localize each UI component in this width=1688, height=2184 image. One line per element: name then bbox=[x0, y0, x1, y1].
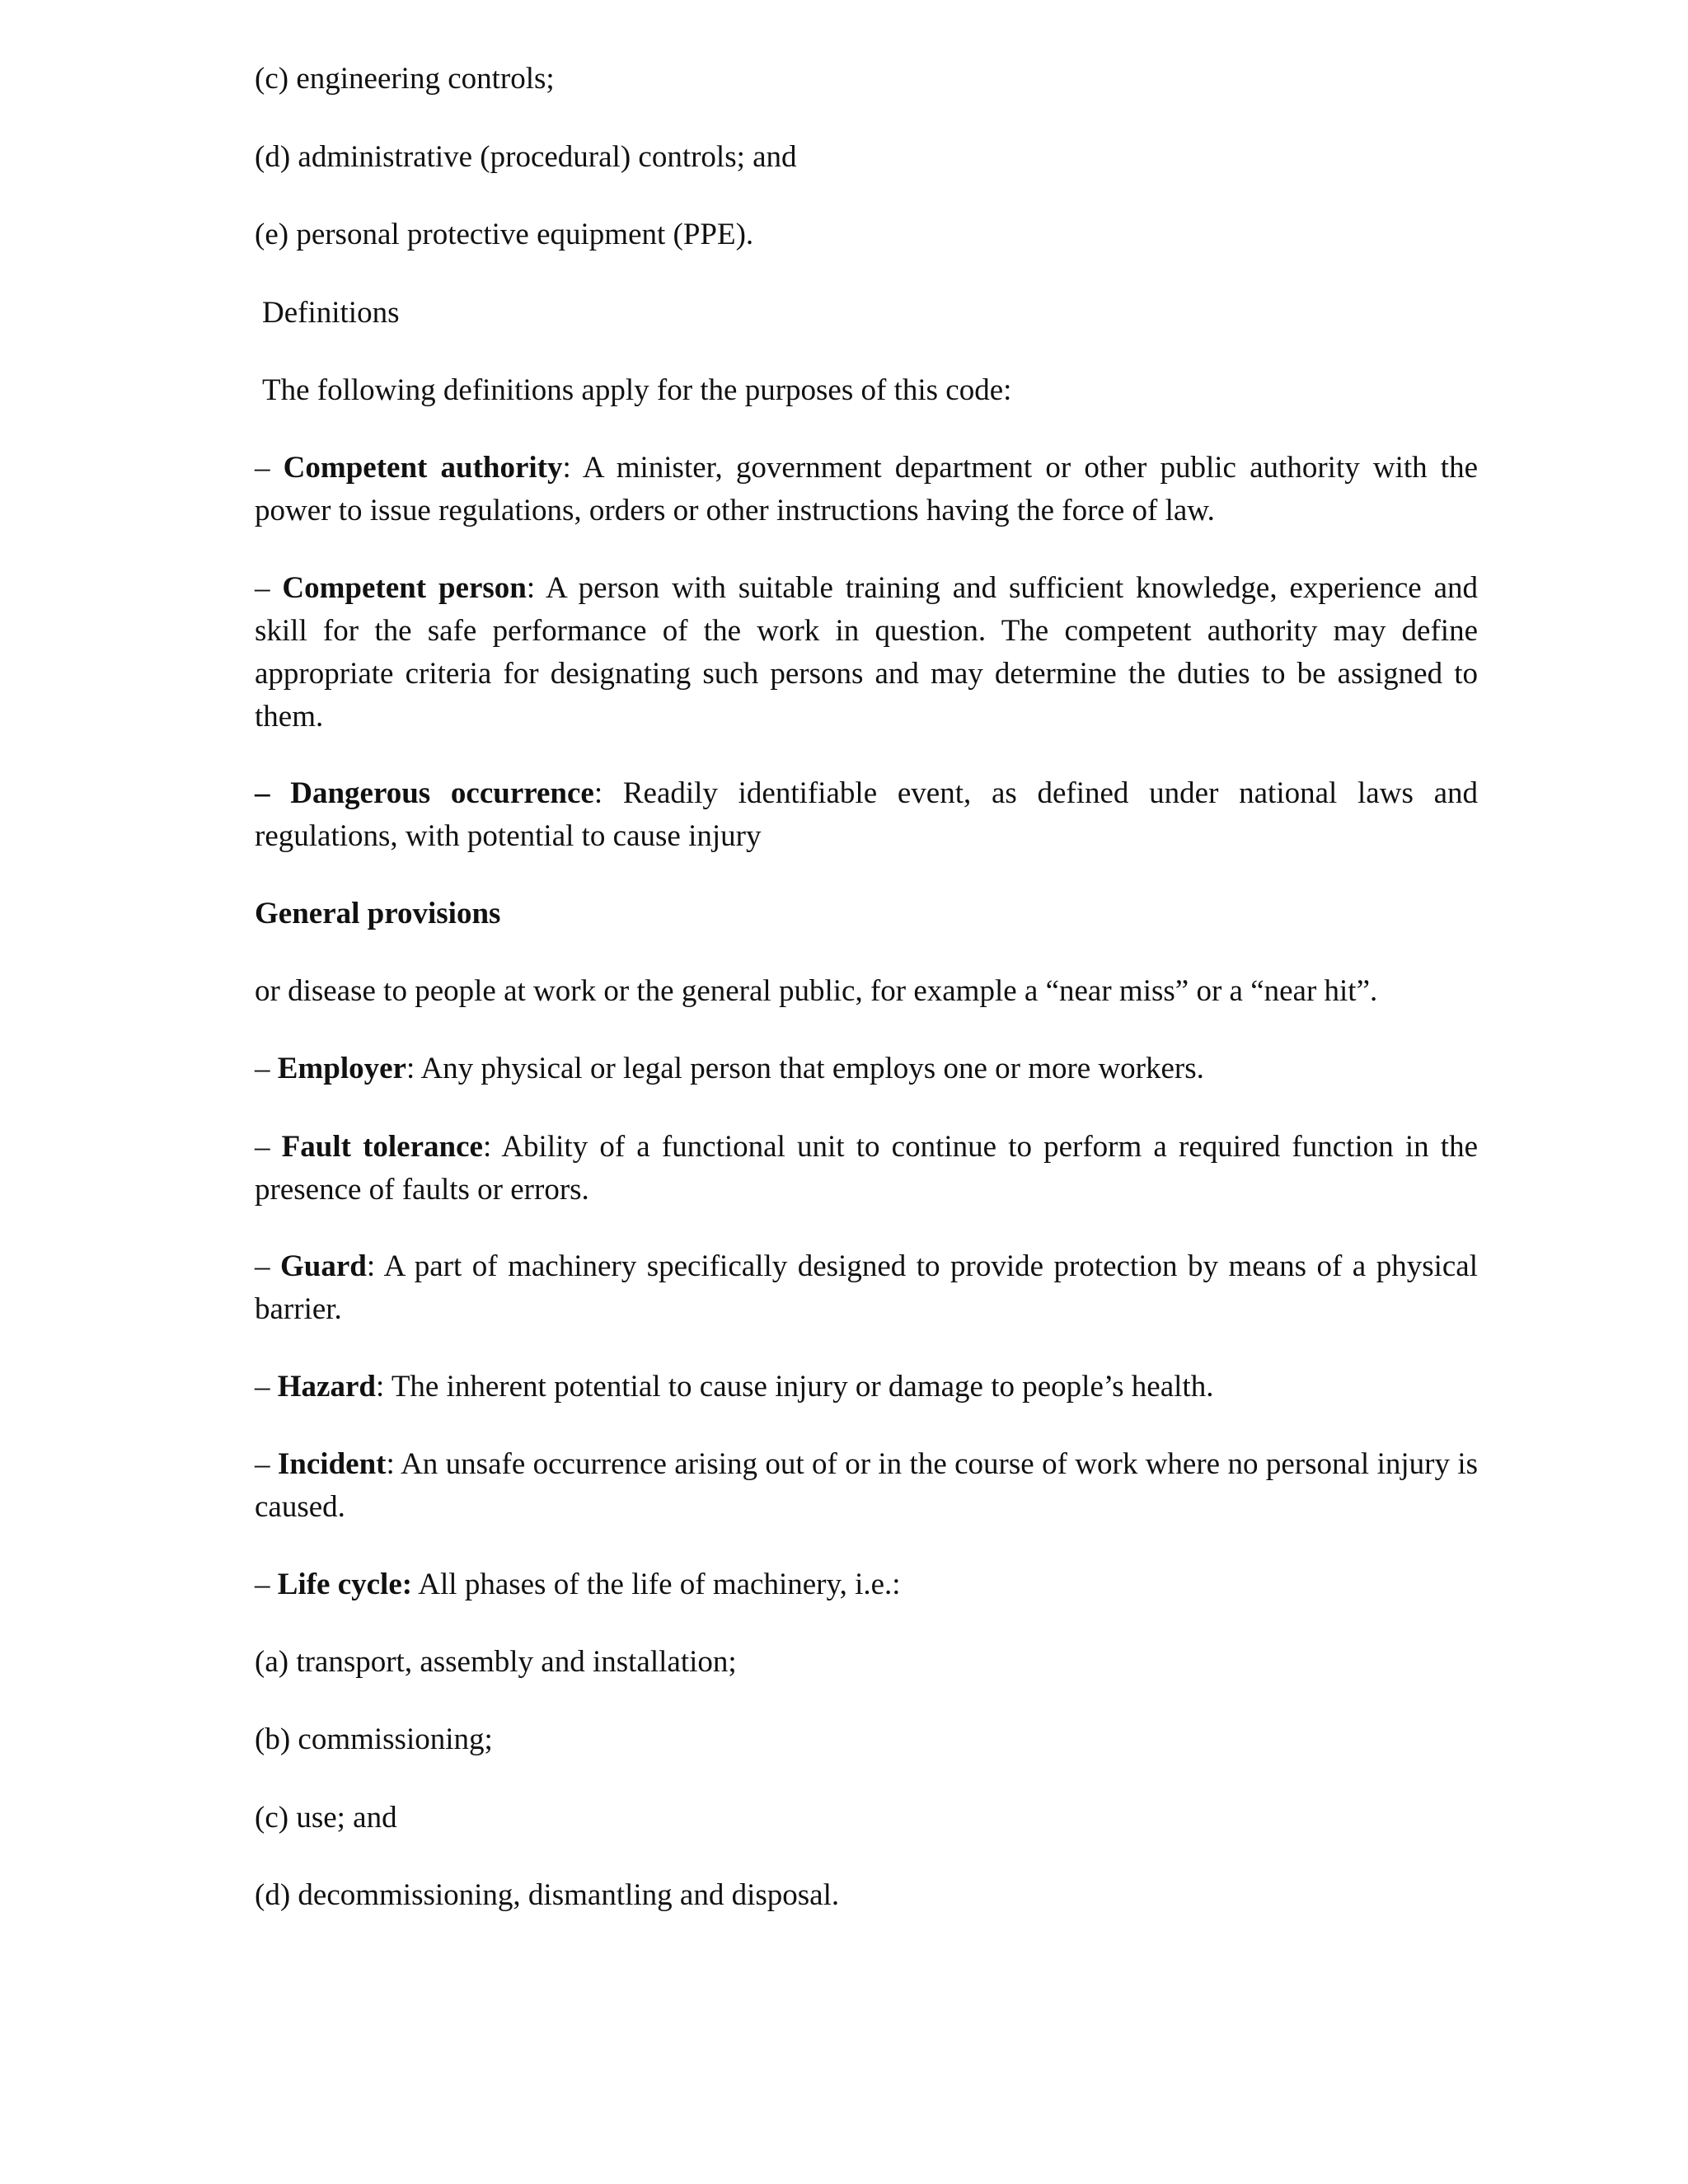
definition-term: Competent person bbox=[282, 571, 527, 605]
definition-hazard bbox=[255, 1366, 1478, 1408]
list-item-ppe: (e) personal protective equipment (PPE). bbox=[255, 218, 754, 251]
definition-dash: – bbox=[255, 1130, 282, 1164]
list-item-engineering-controls: (c) engineering controls; bbox=[255, 62, 555, 96]
definition-text: : An unsafe occurrence arising out of or in the course of work where no personal injury is caused. bbox=[255, 1447, 1479, 1524]
dangerous-occurrence-continued: or disease to people at work or the general public, for example a “near miss” or a “near hit”. bbox=[255, 974, 1378, 1008]
definition-term: Fault tolerance bbox=[281, 1130, 483, 1164]
life-cycle-item-commissioning: (b) commissioning; bbox=[255, 1722, 493, 1756]
definition-dash: – bbox=[255, 1568, 278, 1601]
definitions-heading: Definitions bbox=[262, 296, 400, 330]
definition-guard bbox=[255, 1245, 1478, 1331]
definition-term: Employer bbox=[277, 1052, 406, 1085]
life-cycle-item-transport: (a) transport, assembly and installation; bbox=[255, 1645, 737, 1679]
definition-term: Hazard bbox=[277, 1370, 376, 1404]
definition-incident bbox=[255, 1443, 1478, 1529]
definition-term: Guard bbox=[280, 1249, 367, 1283]
definition-term: Life cycle: bbox=[277, 1568, 413, 1601]
definition-dash: – bbox=[255, 571, 283, 605]
definition-text: All phases of the life of machinery, i.e.: bbox=[412, 1568, 901, 1601]
definition-text: : Readily identifiable event, as defined under national laws and regulations, with potential to cause injury bbox=[255, 776, 1478, 853]
definition-text: : A part of machinery specifically designed to provide protection by means of a physical barrier. bbox=[255, 1249, 1479, 1326]
definition-dash: – bbox=[255, 1370, 278, 1404]
definition-competent-person bbox=[255, 567, 1478, 738]
definition-term: Incident bbox=[277, 1447, 387, 1481]
definition-employer bbox=[255, 1047, 1478, 1090]
definition-dash: – bbox=[255, 1447, 278, 1481]
definition-text: : Any physical or legal person that employs one or more workers. bbox=[406, 1052, 1204, 1085]
general-provisions-heading: General provisions bbox=[255, 897, 501, 930]
definition-dash: – bbox=[255, 1052, 278, 1085]
definition-term: – Dangerous occurrence bbox=[255, 776, 594, 810]
definition-dash: – bbox=[255, 451, 284, 485]
list-item-administrative-controls: (d) administrative (procedural) controls; and bbox=[255, 140, 797, 174]
definition-fault-tolerance bbox=[255, 1126, 1478, 1212]
definitions-intro: The following definitions apply for the purposes of this code: bbox=[262, 373, 1012, 407]
definition-text: : Ability of a functional unit to continue to perform a required function in the presence of faults or errors. bbox=[255, 1130, 1478, 1207]
definition-term: Competent authority bbox=[283, 451, 563, 485]
life-cycle-item-use: (c) use; and bbox=[255, 1801, 397, 1835]
definition-competent-authority bbox=[255, 447, 1478, 532]
definition-life-cycle bbox=[255, 1563, 1478, 1606]
life-cycle-item-decommissioning: (d) decommissioning, dismantling and disposal. bbox=[255, 1878, 840, 1912]
definition-text: : A minister, government department or other public authority with the power to issue regulations, orders or other instructions having the force of law. bbox=[255, 451, 1479, 527]
definition-dangerous-occurrence bbox=[255, 772, 1478, 858]
definition-dash: – bbox=[255, 1249, 280, 1283]
definition-text: : A person with suitable training and sufficient knowledge, experience and skill for the safe performance of the work in question. The competent authority may define appropriate criteria for designating such persons and may determine the duties to be assigned to them. bbox=[255, 571, 1478, 733]
definition-text: : The inherent potential to cause injury or damage to people’s health. bbox=[375, 1370, 1214, 1404]
